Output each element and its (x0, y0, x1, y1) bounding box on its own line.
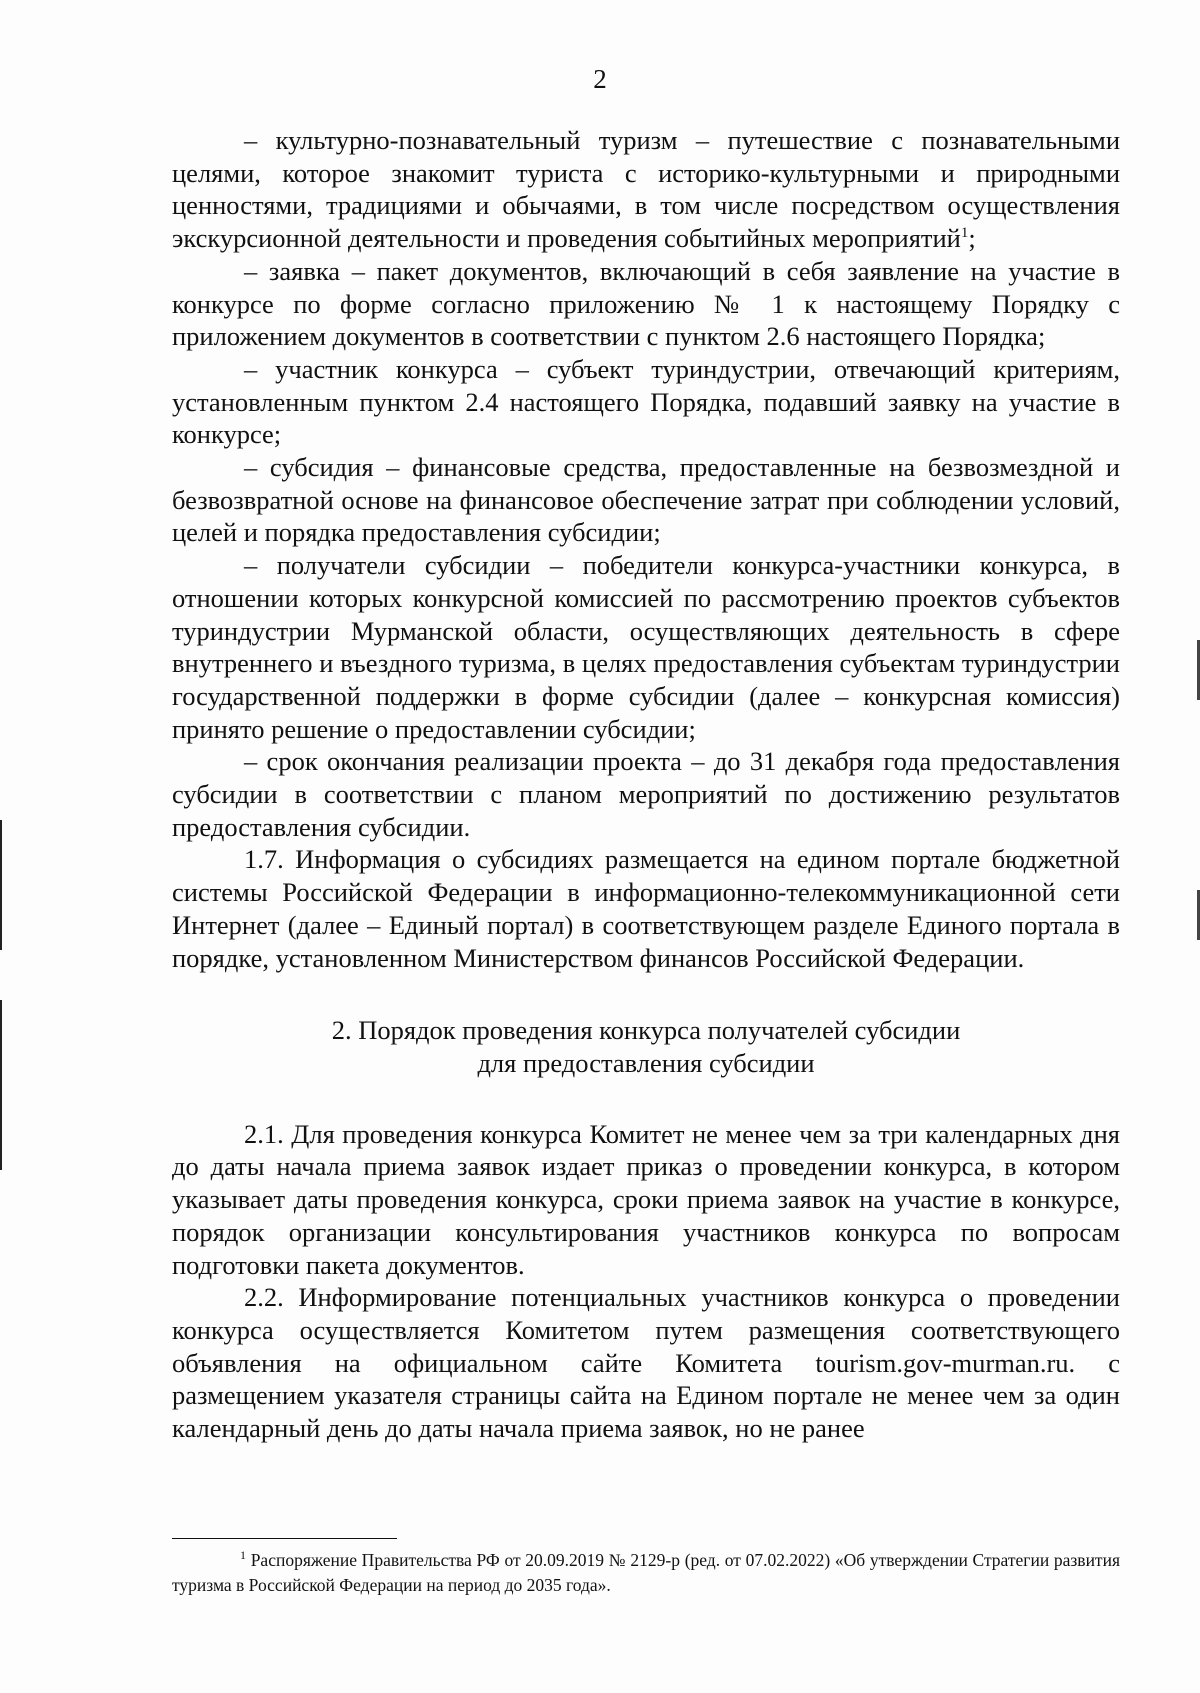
footnote-reference: 1 (960, 225, 969, 242)
section-2-heading-line-2: для предоставления субсидии (477, 1047, 815, 1078)
footnote-marker: 1 (240, 1548, 246, 1563)
definition-recipients: – получатели субсидии – победители конкурса-участники конкурса, в отношении которых конкурсной комиссией по рассмотрению проектов субъектов туриндустрии Мурманской области, осуществляющих деятельность в сфере внутреннего и въездного туризма, в целях предоставления субъектам туриндустрии государственной поддержки в форме субсидии (далее – конкурсная комиссия) принято решение о предоставлении субсидии; (172, 550, 1120, 744)
clause-2-1: 2.1. Для проведения конкурса Комитет не менее чем за три календарных дня до даты начала приема заявок издает приказ о проведении конкурса, в котором указывает даты проведения конкурса, сроки приема заявок на участие в конкурсе, порядок организации консультирования участников конкурса по вопросам подготовки пакета документов. (172, 1118, 1120, 1280)
section-2-heading (172, 1014, 1120, 1079)
clause-2-2: 2.2. Информирование потенциальных участников конкурса о проведении конкурса осуществляется Комитетом путем размещения соответствующего объявления на официальном сайте Комитета tourism.gov-murman.ru. с размещением указателя страницы сайта на Едином портале не менее чем за один календарный день до даты начала приема заявок, но не ранее (172, 1282, 1120, 1444)
clause-1-7: 1.7. Информация о субсидиях размещается на едином портале бюджетной системы Российской Федерации в информационно-телекоммуникационной сети Интернет (далее – Единый портал) в соответствующем разделе Единого портала в порядке, установленном Министерством финансов Российской Федерации. (172, 844, 1120, 973)
footnote (172, 1548, 1120, 1598)
document-body (172, 124, 1120, 1445)
definition-project-deadline: – срок окончания реализации проекта – до 31 декабря года предоставления субсидии в соответствии с планом мероприятий по достижению результатов предоставления субсидии. (172, 746, 1120, 842)
definition-cultural-tourism (172, 124, 1120, 255)
scan-edge-mark (0, 820, 2, 950)
page-number: 2 (593, 64, 607, 94)
footnote-separator (172, 1538, 397, 1539)
definition-participant: – участник конкурса – субъект туриндустрии, отвечающий критериям, установленным пунктом 2.4 настоящего Порядка, подавший заявку на участие в конкурсе; (172, 353, 1120, 450)
definition-subsidy: – субсидия – финансовые средства, предоставленные на безвозмездной и безвозвратной основе на финансовое обеспечение затрат при соблюдении условий, целей и порядка предоставления субсидии; (172, 452, 1120, 548)
paragraph-text: – культурно-познавательный туризм – путешествие с познавательными целями, которое знакомит туриста с историко-культурными и природными ценностями, традициями и обычаями, в том числе посредством осуществления экскурсионной деятельности и проведения событийных мероприятий (172, 125, 1120, 254)
section-2-heading-line-1: 2. Порядок проведения конкурса получателей субсидии (331, 1015, 961, 1046)
paragraph-tail: ; (968, 223, 976, 254)
footnote-text: Распоряжение Правительства РФ от 20.09.2019 № 2129-р (ред. от 07.02.2022) «Об утверждении Стратегии развития туризма в Российской Федерации на период до 2035 года». (172, 1550, 1120, 1595)
scan-edge-mark (0, 1000, 2, 1170)
definition-application: – заявка – пакет документов, включающий в себя заявление на участие в конкурсе по форме согласно приложению № 1 к настоящему Порядку с приложением документов в соответствии с пунктом 2.6 настоящего Порядка; (172, 255, 1120, 352)
